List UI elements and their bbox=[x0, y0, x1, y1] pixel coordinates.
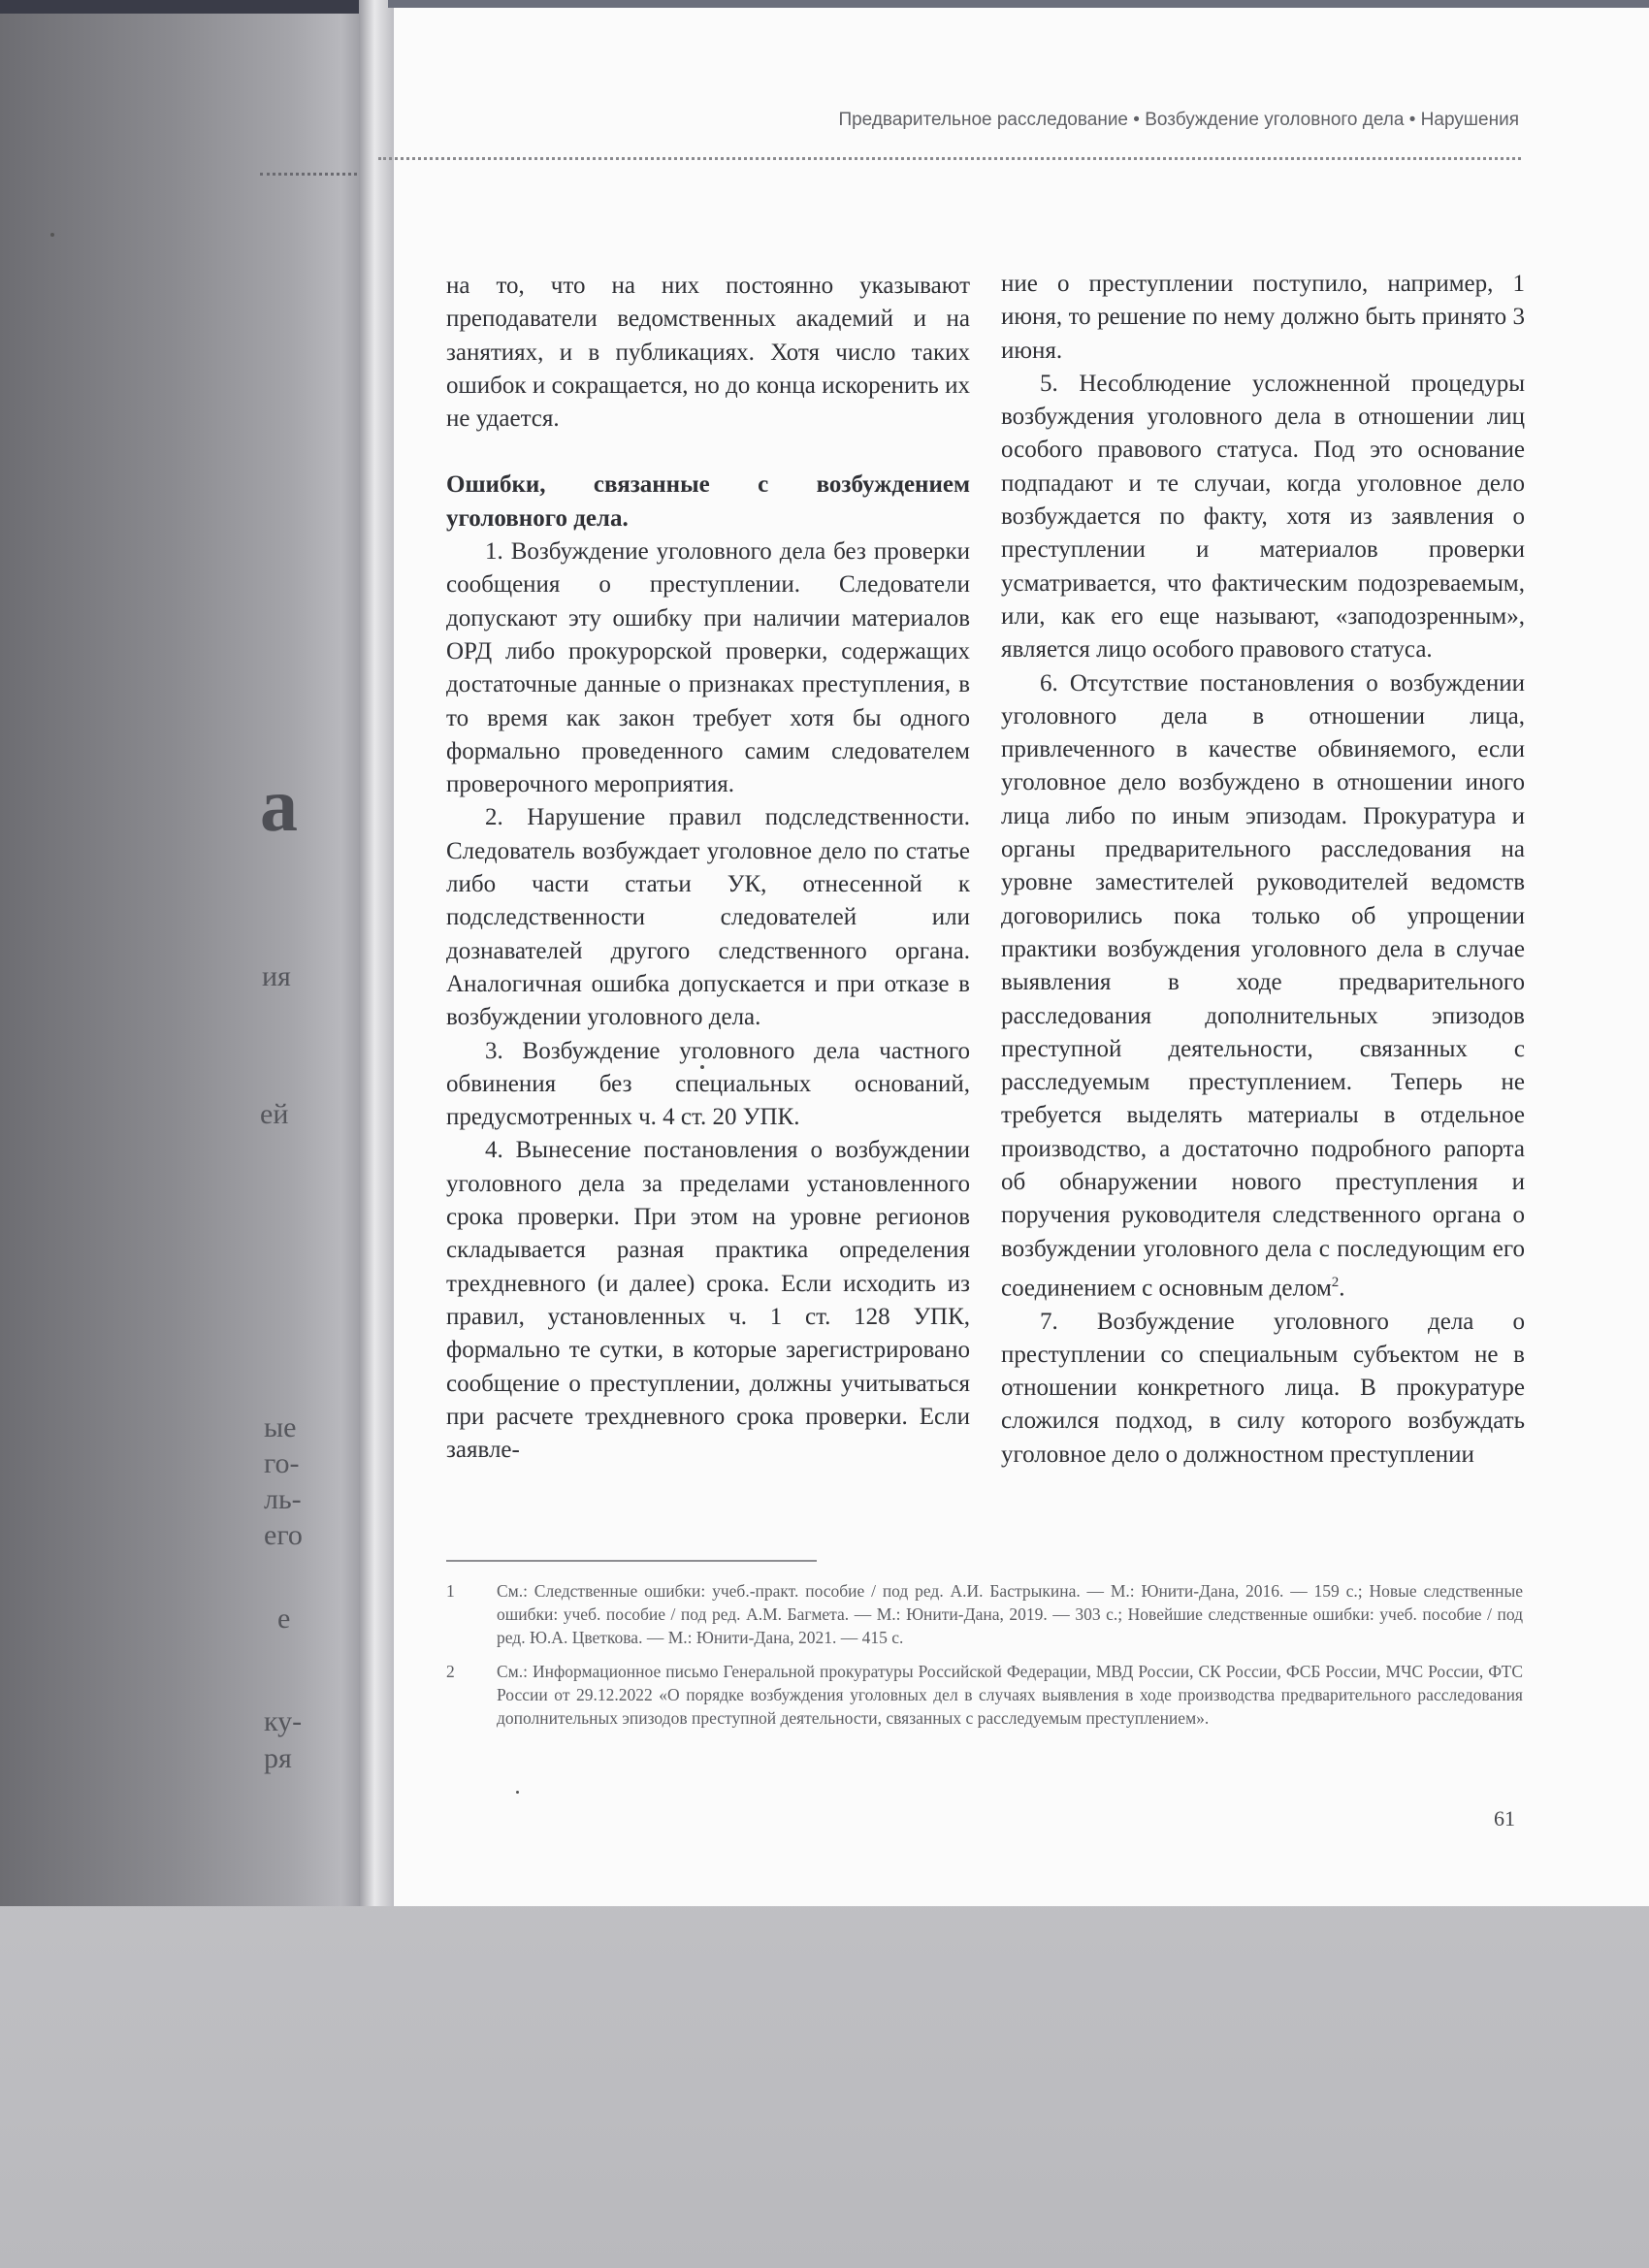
left-page-fragment: ку- bbox=[264, 1705, 303, 1737]
list-item: 5. Несоблюдение усложненной процедуры возбуждения уголовного дела в отношении лиц особого правового статуса. Под это основание подпадают и те случаи, когда уголовное дело возбуждается по факту, хотя из заявления о преступлении и материалов проверки усматривается, что фактическим подозреваемым, или, как его еще называют, «заподозренным», является лицо особого правового статуса. bbox=[1001, 370, 1525, 664]
list-item: 7. Возбуждение уголовного дела о преступлении со специальным субъектом не в отношении конкретного лица. В прокуратуре сложился подход, в силу которого возбуждать уголовное дело о должностном преступлении bbox=[1001, 1308, 1525, 1468]
left-page-fragment: его bbox=[264, 1519, 303, 1551]
scan-speck bbox=[516, 1791, 519, 1794]
left-page-fragment: а bbox=[260, 762, 298, 847]
footnote-text: См.: Следственные ошибки: учеб.-практ. пособие / под ред. А.И. Бастрыкина. — М.: Юнити-Дана, 2016. — 159 с.; Новые следственные ошибки: учеб. пособие / под ред. А.М. Багмета. — М.: Юнити-Дана, 2019. — 303 с.; Новейшие следственные ошибки: учеб. пособие / под ред. Ю.А. Цветкова. — М.: Юнити-Дана, 2021. — 415 с. bbox=[497, 1581, 1523, 1647]
left-page-dotted-rule bbox=[260, 173, 369, 176]
footnote bbox=[446, 1660, 1523, 1730]
running-head: Предварительное расследование • Возбуждение уголовного дела • Нарушения bbox=[838, 110, 1519, 130]
list-item: 3. Возбуждение уголовного дела частного обвинения без специальных оснований, предусмотренных ч. 4 ст. 20 УПК. bbox=[446, 1037, 970, 1131]
footnote-separator bbox=[446, 1560, 817, 1562]
list-item: 1. Возбуждение уголовного дела без проверки сообщения о преступлении. Следователи допускают эту ошибку при наличии материалов ОРД либо прокурорской проверки, содержащих достаточные данные о признаках преступления, в то время как закон требует хотя бы одного формально проведенного самим следователем проверочного мероприятия. bbox=[446, 538, 970, 798]
right-text-column bbox=[1001, 268, 1525, 1472]
page-number: 61 bbox=[1494, 1806, 1515, 1831]
list-item: 4. Вынесение постановления о возбуждении уголовного дела за пределами установленного срока проверки. При этом на уровне регионов складывается разная практика определения трехдневного (и далее) срока. Если исходить из правил, установленных ч. 1 ст. 128 УПК, формально те сутки, в которые зарегистрировано сообщение о преступлении, должны учитываться при расчете трехдневного срока проверки. Если заявле- bbox=[446, 1137, 970, 1464]
left-page-fragment: ря bbox=[264, 1742, 292, 1774]
left-page-shadow bbox=[0, 0, 388, 1906]
left-page-fragment: ль- bbox=[264, 1483, 302, 1515]
list-item-end: . bbox=[1339, 1275, 1345, 1302]
footnote-number: 2 bbox=[446, 1662, 455, 1681]
list-item-text: 6. Отсутствие постановления о возбуждении уголовного дела в отношении лица, привлеченного в качестве обвиняемого, если уголовное дело возбуждено в отношении иного лица либо по иным эпизодам. Прокуратура и органы предварительного расследования на уровне заместителей руководителей ведомств договорились пока только об упрощении практики возбуждения уголовного дела в случае выявления в ходе предварительного расследования дополнительных эпизодов преступной деятельности, связанных с расследуемым преступлением. Теперь не требуется выделять материалы в отдельное производство, а достаточно подробного рапорта об обнаружении нового преступления и поручения руководителя следственного органа о возбуждении уголовного дела с последующим его соединением с основным делом bbox=[1001, 669, 1525, 1302]
left-page-fragment: ей bbox=[260, 1098, 289, 1130]
left-page-fragment: ые bbox=[264, 1411, 297, 1443]
list-item bbox=[1001, 667, 1525, 1306]
left-page-top-edge bbox=[0, 0, 388, 14]
left-page-fragment: е bbox=[277, 1603, 291, 1635]
page-top-edge bbox=[388, 0, 1649, 8]
footnote bbox=[446, 1579, 1523, 1649]
header-dotted-rule bbox=[378, 157, 1521, 160]
footnotes bbox=[446, 1579, 1523, 1740]
list-item-continuation: ние о преступлении поступило, например, 1 июня, то решение по нему должно быть принято 3 июня. bbox=[1001, 271, 1525, 364]
left-page-fragment: ия bbox=[262, 960, 291, 992]
scan-speck bbox=[700, 1065, 704, 1069]
footnote-number: 1 bbox=[446, 1581, 455, 1601]
book-spine bbox=[359, 0, 394, 1906]
list-item: 2. Нарушение правил подследственности. Следователь возбуждает уголовное дело по статье либо части статьи УК, отнесенной к подследственности следователей или дознавателей другого следственного органа. Аналогичная ошибка допускается и при отказе в возбуждении уголовного дела. bbox=[446, 804, 970, 1031]
left-text-column bbox=[446, 270, 970, 1467]
footnote-text: См.: Информационное письмо Генеральной прокуратуры Российской Федерации, МВД России, СК России, ФСБ России, МЧС России, ФТС России от 29.12.2022 «О порядке возбуждения уголовных дел в случаях выявления в ходе производства предварительного расследования дополнительных эпизодов преступной деятельности, связанных с расследуемым преступлением». bbox=[497, 1662, 1523, 1728]
footnote-reference[interactable]: 2 bbox=[1331, 1274, 1340, 1290]
intro-paragraph: на то, что на них постоянно указывают преподаватели ведомственных академий и на занятиях, и в публикациях. Хотя число таких ошибок и сокращается, но до конца искоренить их не удается. bbox=[446, 273, 970, 433]
section-heading: Ошибки, связанные с возбуждением уголовного дела. bbox=[446, 471, 970, 532]
scan-speck bbox=[50, 233, 54, 237]
left-page-fragment: го- bbox=[264, 1447, 300, 1479]
